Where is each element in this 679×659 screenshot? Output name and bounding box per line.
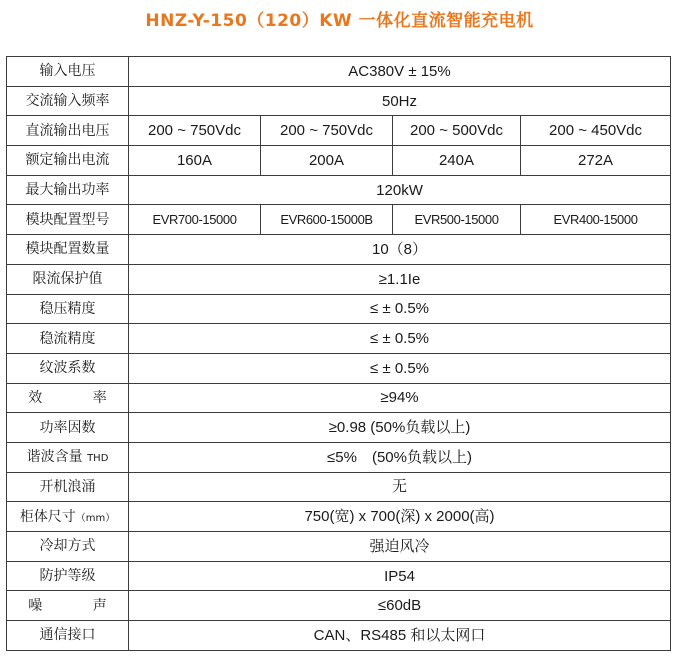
page-title: HNZ-Y-150（120）KW 一体化直流智能充电机 xyxy=(145,11,534,31)
table-row xyxy=(7,591,671,621)
row-value: 10（8） xyxy=(129,235,671,265)
table-row xyxy=(7,116,671,146)
spec-table xyxy=(6,56,671,651)
row-label: 谐波含量 xyxy=(26,449,83,466)
row-label: 稳压精度 xyxy=(7,294,129,324)
row-value: 120kW xyxy=(129,175,671,205)
row-label: 最大输出功率 xyxy=(7,175,129,205)
table-row xyxy=(7,532,671,562)
table-row xyxy=(7,442,671,472)
table-row xyxy=(7,621,671,651)
row-label: 冷却方式 xyxy=(7,532,129,562)
table-row xyxy=(7,324,671,354)
row-label: 噪 声 xyxy=(7,591,129,621)
table-row xyxy=(7,294,671,324)
row-value: 240A xyxy=(393,146,521,176)
row-label: 防护等级 xyxy=(7,561,129,591)
table-row xyxy=(7,205,671,235)
row-value: ≥1.1Ie xyxy=(129,264,671,294)
row-label-cell xyxy=(7,502,129,532)
table-row xyxy=(7,502,671,532)
row-label-suffix: （mm） xyxy=(75,512,116,524)
row-value: 200A xyxy=(261,146,393,176)
row-label: 纹波系数 xyxy=(7,353,129,383)
row-label: 额定输出电流 xyxy=(7,146,129,176)
row-label: 直流输出电压 xyxy=(7,116,129,146)
row-value: IP54 xyxy=(129,561,671,591)
row-label-suffix: THD xyxy=(87,453,109,465)
table-row xyxy=(7,413,671,443)
row-value: EVR400-15000 xyxy=(521,205,671,235)
table-row xyxy=(7,383,671,413)
row-label: 功率因数 xyxy=(7,413,129,443)
row-value: ≥0.98 (50%负载以上) xyxy=(129,413,671,443)
row-label-cell xyxy=(7,442,129,472)
table-row xyxy=(7,353,671,383)
row-value: ≤ ± 0.5% xyxy=(129,353,671,383)
row-label: 柜体尺寸 xyxy=(19,508,76,525)
table-row xyxy=(7,57,671,87)
row-label: 交流输入频率 xyxy=(7,86,129,116)
row-label: 通信接口 xyxy=(7,621,129,651)
row-label: 稳流精度 xyxy=(7,324,129,354)
row-value: 200 ~ 750Vdc xyxy=(261,116,393,146)
table-row xyxy=(7,86,671,116)
table-row xyxy=(7,472,671,502)
row-value: ≥94% xyxy=(129,383,671,413)
row-value: AC380V ± 15% xyxy=(129,57,671,87)
row-value: 50Hz xyxy=(129,86,671,116)
row-value: ≤ ± 0.5% xyxy=(129,324,671,354)
row-value: ≤60dB xyxy=(129,591,671,621)
row-value: ≤5% (50%负载以上) xyxy=(129,442,671,472)
row-value: CAN、RS485 和以太网口 xyxy=(129,621,671,651)
row-value: 强迫风冷 xyxy=(129,532,671,562)
row-value: EVR600-15000B xyxy=(261,205,393,235)
row-value: 200 ~ 750Vdc xyxy=(129,116,261,146)
row-label: 限流保护值 xyxy=(7,264,129,294)
row-value: 272A xyxy=(521,146,671,176)
row-label: 模块配置数量 xyxy=(7,235,129,265)
row-label: 输入电压 xyxy=(7,57,129,87)
table-row xyxy=(7,264,671,294)
table-row xyxy=(7,146,671,176)
row-value: 750(宽) x 700(深) x 2000(高) xyxy=(129,502,671,532)
row-value: 200 ~ 450Vdc xyxy=(521,116,671,146)
row-label: 开机浪涌 xyxy=(7,472,129,502)
table-row xyxy=(7,175,671,205)
row-value: EVR700-15000 xyxy=(129,205,261,235)
row-value: 200 ~ 500Vdc xyxy=(393,116,521,146)
table-row xyxy=(7,235,671,265)
row-value: 160A xyxy=(129,146,261,176)
row-value: ≤ ± 0.5% xyxy=(129,294,671,324)
table-row xyxy=(7,561,671,591)
row-value: EVR500-15000 xyxy=(393,205,521,235)
row-label: 模块配置型号 xyxy=(7,205,129,235)
row-label: 效 率 xyxy=(7,383,129,413)
row-value: 无 xyxy=(129,472,671,502)
